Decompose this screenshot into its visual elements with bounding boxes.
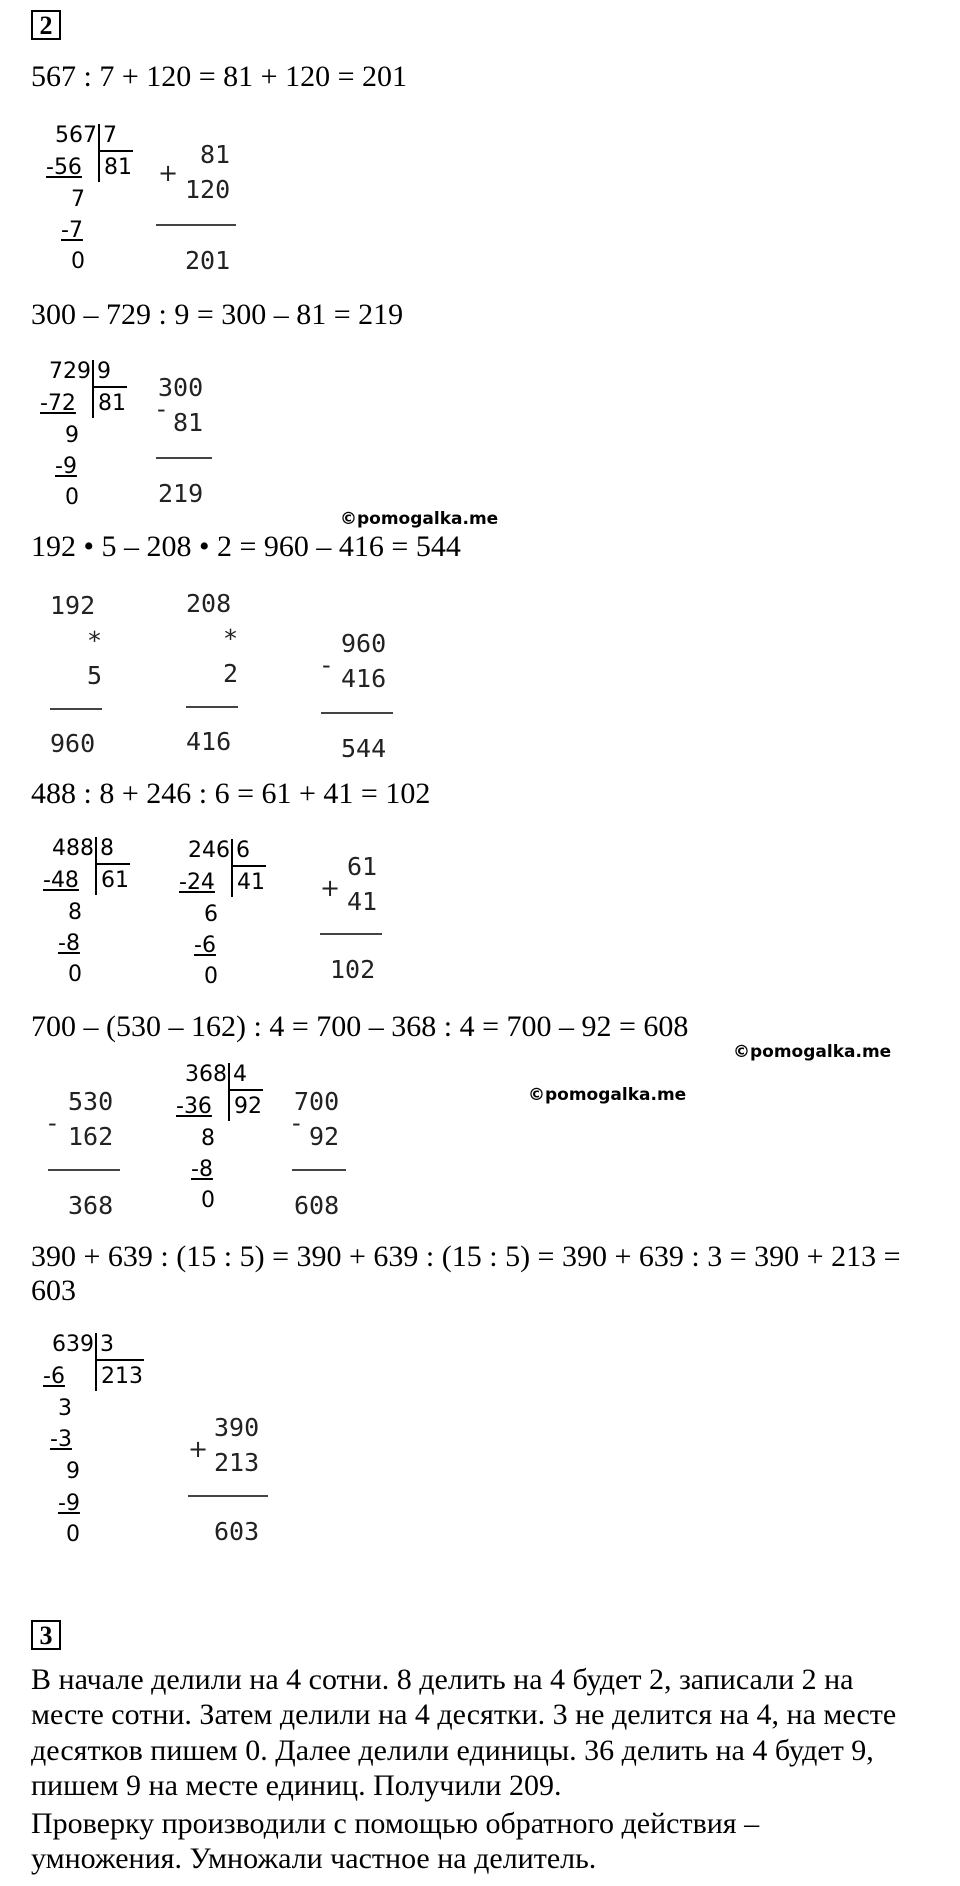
minuend: 300 (158, 373, 204, 402)
sum: 102 (330, 955, 376, 984)
dividend: 729 (49, 359, 91, 384)
subtrahend-2: -8 (191, 1157, 213, 1182)
subtrahend: 81 (173, 408, 204, 437)
difference: 219 (158, 479, 204, 508)
product-line (50, 708, 102, 710)
equation-2: 300 – 729 : 9 = 300 – 81 = 219 (31, 298, 404, 331)
equation-6-line-1: 390 + 639 : (15 : 5) = 390 + 639 : (15 : 5) = 390 + 639 : 3 = 390 + 213 = (31, 1240, 901, 1273)
factor-a: 192 (50, 591, 96, 620)
product: 416 (186, 727, 232, 756)
remainder-1: 8 (68, 900, 82, 925)
difference-line (48, 1169, 120, 1171)
subtrahend-1: -6 (43, 1364, 65, 1389)
difference: 368 (68, 1191, 114, 1220)
equation-5: 700 – (530 – 162) : 4 = 700 – 368 : 4 = 700 – 92 = 608 (31, 1010, 689, 1043)
quotient: 81 (98, 391, 126, 416)
task-number-2: 2 (31, 10, 61, 40)
subtrahend-1: -72 (40, 391, 76, 416)
dividend: 246 (188, 838, 230, 863)
subtrahend-2: -9 (55, 454, 77, 479)
division-bar (231, 839, 233, 897)
subtrahend-2: -8 (58, 931, 80, 956)
divisor-line (232, 865, 266, 867)
addend-b: 41 (347, 887, 378, 916)
quotient: 41 (237, 870, 265, 895)
sum-line (156, 224, 236, 226)
minus-sign: - (322, 651, 331, 679)
paragraph-line: десятков пишем 0. Далее делили единицы. 36 делить на 4 будет 9, (31, 1734, 874, 1767)
division-bar (228, 1063, 230, 1121)
remainder-2: 9 (66, 1459, 80, 1484)
remainder-final: 0 (68, 962, 82, 987)
subtrahend-1: -56 (46, 155, 82, 180)
dividend: 567 (55, 123, 97, 148)
remainder-final: 0 (201, 1188, 215, 1213)
subtrahend-2: -6 (194, 933, 216, 958)
divisor: 3 (100, 1332, 114, 1357)
multiply-sign: * (87, 626, 103, 655)
quotient: 213 (101, 1364, 143, 1389)
watermark: ©pomogalka.me (528, 1085, 687, 1105)
addend-a: 390 (214, 1413, 260, 1442)
plus-sign: + (188, 1435, 209, 1463)
product: 960 (50, 729, 96, 758)
minuend: 700 (294, 1087, 340, 1116)
minus-sign: - (48, 1109, 57, 1137)
task-number-3: 3 (31, 1620, 61, 1650)
factor-a: 208 (186, 589, 232, 618)
equation-1: 567 : 7 + 120 = 81 + 120 = 201 (31, 60, 408, 93)
plus-sign: + (158, 159, 179, 187)
remainder-1: 9 (65, 423, 79, 448)
divisor: 4 (233, 1062, 247, 1087)
subtrahend-2: -7 (61, 218, 83, 243)
paragraph-line: умножения. Умножали частное на делитель. (31, 1842, 597, 1875)
difference-line (156, 457, 212, 459)
division-bar (95, 1333, 97, 1391)
divisor-line (229, 1089, 263, 1091)
difference: 608 (294, 1191, 340, 1220)
paragraph-line: месте сотни. Затем делили на 4 десятки. 3 не делится на 4, на месте (31, 1698, 897, 1731)
subtrahend: 92 (309, 1122, 340, 1151)
quotient: 81 (104, 155, 132, 180)
dividend: 639 (52, 1332, 94, 1357)
dividend: 488 (52, 836, 94, 861)
minus-sign: - (157, 395, 166, 423)
product-line (186, 706, 238, 708)
equation-3: 192 • 5 – 208 • 2 = 960 – 416 = 544 (31, 530, 461, 563)
divisor: 9 (97, 359, 111, 384)
minus-sign: - (292, 1109, 301, 1137)
division-bar (98, 124, 100, 182)
paragraph-line: В начале делили на 4 сотни. 8 делить на 4 будет 2, записали 2 на (31, 1663, 854, 1696)
remainder-1: 8 (201, 1126, 215, 1151)
sum: 201 (185, 246, 231, 275)
multiply-sign: * (223, 624, 239, 653)
divisor-line (96, 1359, 144, 1361)
difference-line (321, 712, 393, 714)
dividend: 368 (185, 1062, 227, 1087)
equation-4: 488 : 8 + 246 : 6 = 61 + 41 = 102 (31, 777, 431, 810)
plus-sign: + (320, 874, 341, 902)
subtrahend-1: -48 (43, 868, 79, 893)
division-bar (92, 360, 94, 418)
subtrahend-1: -36 (176, 1094, 212, 1119)
subtrahend-2: -3 (50, 1427, 72, 1452)
division-bar (95, 837, 97, 895)
divisor-line (96, 863, 130, 865)
watermark: ©pomogalka.me (340, 509, 499, 529)
watermark: ©pomogalka.me (733, 1042, 892, 1062)
divisor-line (99, 150, 133, 152)
paragraph-line: пишем 9 на месте единиц. Получили 209. (31, 1769, 562, 1802)
factor-b: 2 (223, 659, 239, 688)
subtrahend-1: -24 (179, 870, 215, 895)
sum-line (320, 933, 382, 935)
quotient: 92 (234, 1094, 262, 1119)
divisor-line (93, 386, 127, 388)
subtrahend-3: -9 (58, 1491, 80, 1516)
divisor: 6 (236, 838, 250, 863)
remainder-final: 0 (71, 249, 85, 274)
difference-line (292, 1169, 346, 1171)
sum: 603 (214, 1517, 260, 1546)
subtrahend: 162 (68, 1122, 114, 1151)
remainder-1: 3 (58, 1396, 72, 1421)
addend-a: 81 (200, 140, 231, 169)
equation-6-line-2: 603 (31, 1274, 76, 1307)
remainder-final: 0 (204, 964, 218, 989)
paragraph-line: Проверку производили с помощью обратного действия – (31, 1807, 760, 1840)
remainder-final: 0 (66, 1522, 80, 1547)
remainder-1: 7 (71, 187, 85, 212)
quotient: 61 (101, 868, 129, 893)
divisor: 7 (103, 123, 117, 148)
minuend: 530 (68, 1087, 114, 1116)
addend-b: 120 (185, 175, 231, 204)
addend-a: 61 (347, 852, 378, 881)
subtrahend: 416 (341, 664, 387, 693)
minuend: 960 (341, 629, 387, 658)
addend-b: 213 (214, 1448, 260, 1477)
sum-line (188, 1495, 268, 1497)
remainder-final: 0 (65, 485, 79, 510)
difference: 544 (341, 734, 387, 763)
divisor: 8 (100, 836, 114, 861)
remainder-1: 6 (204, 902, 218, 927)
factor-b: 5 (87, 661, 103, 690)
